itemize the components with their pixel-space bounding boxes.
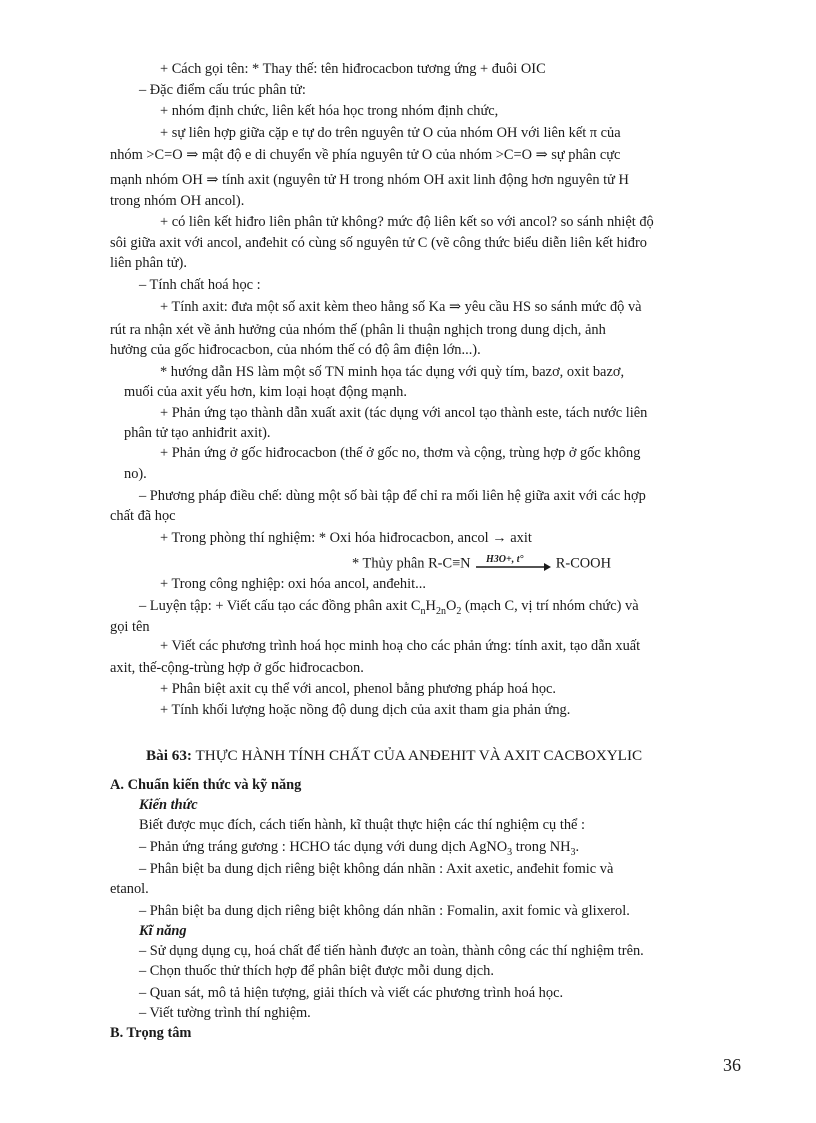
text-line: + Trong phòng thí nghiệm: * Oxi hóa hiđrocacbon, ancol → axit bbox=[160, 530, 532, 546]
text-line: + Phản ứng tạo thành dẫn xuất axit (tác dụng với ancol tạo thành este, tách nước liên bbox=[160, 405, 648, 421]
practice-line bbox=[139, 597, 639, 621]
text-line: + Phân biệt axit cụ thể với ancol, phenol bằng phương pháp hoá học. bbox=[160, 681, 557, 697]
text-line: muối của axit yếu hơn, kim loại hoạt động mạnh. bbox=[124, 384, 407, 400]
text-line: liên phân tử). bbox=[110, 255, 187, 271]
skill-item: – Chọn thuốc thử thích hợp để phân biệt được mỗi dung dịch. bbox=[139, 963, 494, 979]
text-line: etanol. bbox=[110, 881, 149, 897]
practice-text: – Luyện tập: + Viết cấu tạo các đồng phân axit C bbox=[139, 598, 421, 614]
text-line: gọi tên bbox=[110, 619, 150, 635]
text-line: + Tính khối lượng hoặc nồng độ dung dịch của axit tham gia phản ứng. bbox=[160, 702, 571, 718]
subscript: 3 bbox=[507, 846, 513, 858]
heading-b: B. Trọng tâm bbox=[110, 1025, 192, 1041]
text-line: Biết được mục đích, cách tiến hành, kĩ thuật thực hiện các thí nghiệm cụ thể : bbox=[139, 817, 585, 833]
reaction-arrow-icon bbox=[474, 553, 552, 575]
knowledge-item bbox=[139, 838, 579, 862]
text-line: + Cách gọi tên: * Thay thế: tên hiđrocacbon tương ứng + đuôi OIC bbox=[160, 61, 546, 77]
hydrolysis-product: R-COOH bbox=[555, 555, 611, 572]
text-line: + sự liên hợp giữa cặp e tự do trên nguyên tử O của nhóm OH với liên kết π của bbox=[160, 125, 621, 141]
page-number: 36 bbox=[723, 1055, 741, 1075]
heading-a: A. Chuẩn kiến thức và kỹ năng bbox=[110, 777, 302, 793]
k1-text: trong NH bbox=[512, 839, 571, 855]
k1-text: . bbox=[575, 839, 580, 855]
text-line: chất đã học bbox=[110, 508, 176, 524]
text-line: hưởng của gốc hiđrocacbon, của nhóm thế có độ âm điện lớn...). bbox=[110, 342, 481, 358]
lesson-title-text: THỰC HÀNH TÍNH CHẤT CỦA ANĐEHIT VÀ AXIT CACBOXYLIC bbox=[192, 747, 643, 764]
knowledge-item: – Phân biệt ba dung dịch riêng biệt không dán nhãn : Fomalin, axit fomic và glixerol. bbox=[139, 903, 630, 919]
text-line: + nhóm định chức, liên kết hóa học trong nhóm định chức, bbox=[160, 103, 499, 119]
text-line: phân tử tạo anhiđrit axit). bbox=[124, 425, 271, 441]
subheading-skill: Kĩ năng bbox=[139, 923, 187, 939]
knowledge-item: – Phân biệt ba dung dịch riêng biệt không dán nhãn : Axit axetic, anđehit fomic và bbox=[139, 861, 614, 877]
text-line: – Tính chất hoá học : bbox=[139, 277, 261, 293]
text-line: + Tính axit: đưa một số axit kèm theo hằng số Ka ⇒ yêu cầu HS so sánh mức độ và bbox=[160, 299, 642, 315]
formula-part: H bbox=[425, 598, 436, 614]
text-line: + Trong công nghiệp: oxi hóa ancol, anđehit... bbox=[160, 576, 426, 592]
arrow-condition-label: H3O+, t° bbox=[486, 554, 524, 565]
text-line: sôi giữa axit với ancol, anđehit có cùng số nguyên tử C (vẽ công thức biểu diễn liên kết hiđro bbox=[110, 235, 647, 251]
skill-item: – Sử dụng dụng cụ, hoá chất để tiến hành được an toàn, thành công các thí nghiệm trên. bbox=[139, 943, 644, 959]
hydrolysis-reactant: * Thủy phân R-C≡N bbox=[352, 555, 471, 572]
text-line: nhóm >C=O ⇒ mật độ e di chuyển về phía nguyên tử O của nhóm >C=O ⇒ sự phân cực bbox=[110, 147, 621, 163]
formula-part: O bbox=[445, 598, 457, 614]
text-line: – Phương pháp điều chế: dùng một số bài tập để chỉ ra mối liên hệ giữa axit với các hợp bbox=[139, 488, 646, 504]
subscript: 2n bbox=[435, 605, 446, 617]
subscript: n bbox=[420, 605, 426, 617]
practice-text: (mạch C, vị trí nhóm chức) và bbox=[461, 598, 639, 614]
text-line: axit, thế-cộng-trùng hợp ở gốc hiđrocacbon. bbox=[110, 660, 364, 676]
text-line: no). bbox=[124, 466, 147, 482]
subheading-knowledge: Kiến thức bbox=[139, 797, 198, 813]
k1-text: – Phản ứng tráng gương : HCHO tác dụng với dung dịch AgNO bbox=[139, 839, 508, 855]
skill-item: – Viết tường trình thí nghiệm. bbox=[139, 1005, 311, 1021]
lesson-number: Bài 63: bbox=[146, 747, 192, 764]
text-line: trong nhóm OH ancol). bbox=[110, 193, 245, 209]
text-line: mạnh nhóm OH ⇒ tính axit (nguyên tử H trong nhóm OH axit linh động hơn nguyên tử H bbox=[110, 172, 629, 188]
hydrolysis-equation bbox=[352, 553, 611, 575]
subscript: 3 bbox=[570, 846, 576, 858]
text-line: rút ra nhận xét về ảnh hưởng của nhóm thế (phân li thuận nghịch trong dung dịch, ảnh bbox=[110, 322, 606, 338]
text-line: * hướng dẫn HS làm một số TN minh họa tác dụng với quỳ tím, bazơ, oxit bazơ, bbox=[160, 364, 625, 380]
text-line: – Đặc điểm cấu trúc phân tử: bbox=[139, 82, 306, 98]
subscript: 2 bbox=[456, 605, 462, 617]
text-line: + có liên kết hiđro liên phân tử không? mức độ liên kết so với ancol? so sánh nhiệt độ bbox=[160, 214, 654, 230]
skill-item: – Quan sát, mô tả hiện tượng, giải thích và viết các phương trình hoá học. bbox=[139, 985, 564, 1001]
text-line: + Viết các phương trình hoá học minh hoạ cho các phản ứng: tính axit, tạo dẫn xuất bbox=[160, 638, 641, 654]
lesson-title bbox=[146, 747, 642, 765]
text-line: + Phản ứng ở gốc hiđrocacbon (thế ở gốc no, thơm và cộng, trùng hợp ở gốc không bbox=[160, 445, 641, 461]
